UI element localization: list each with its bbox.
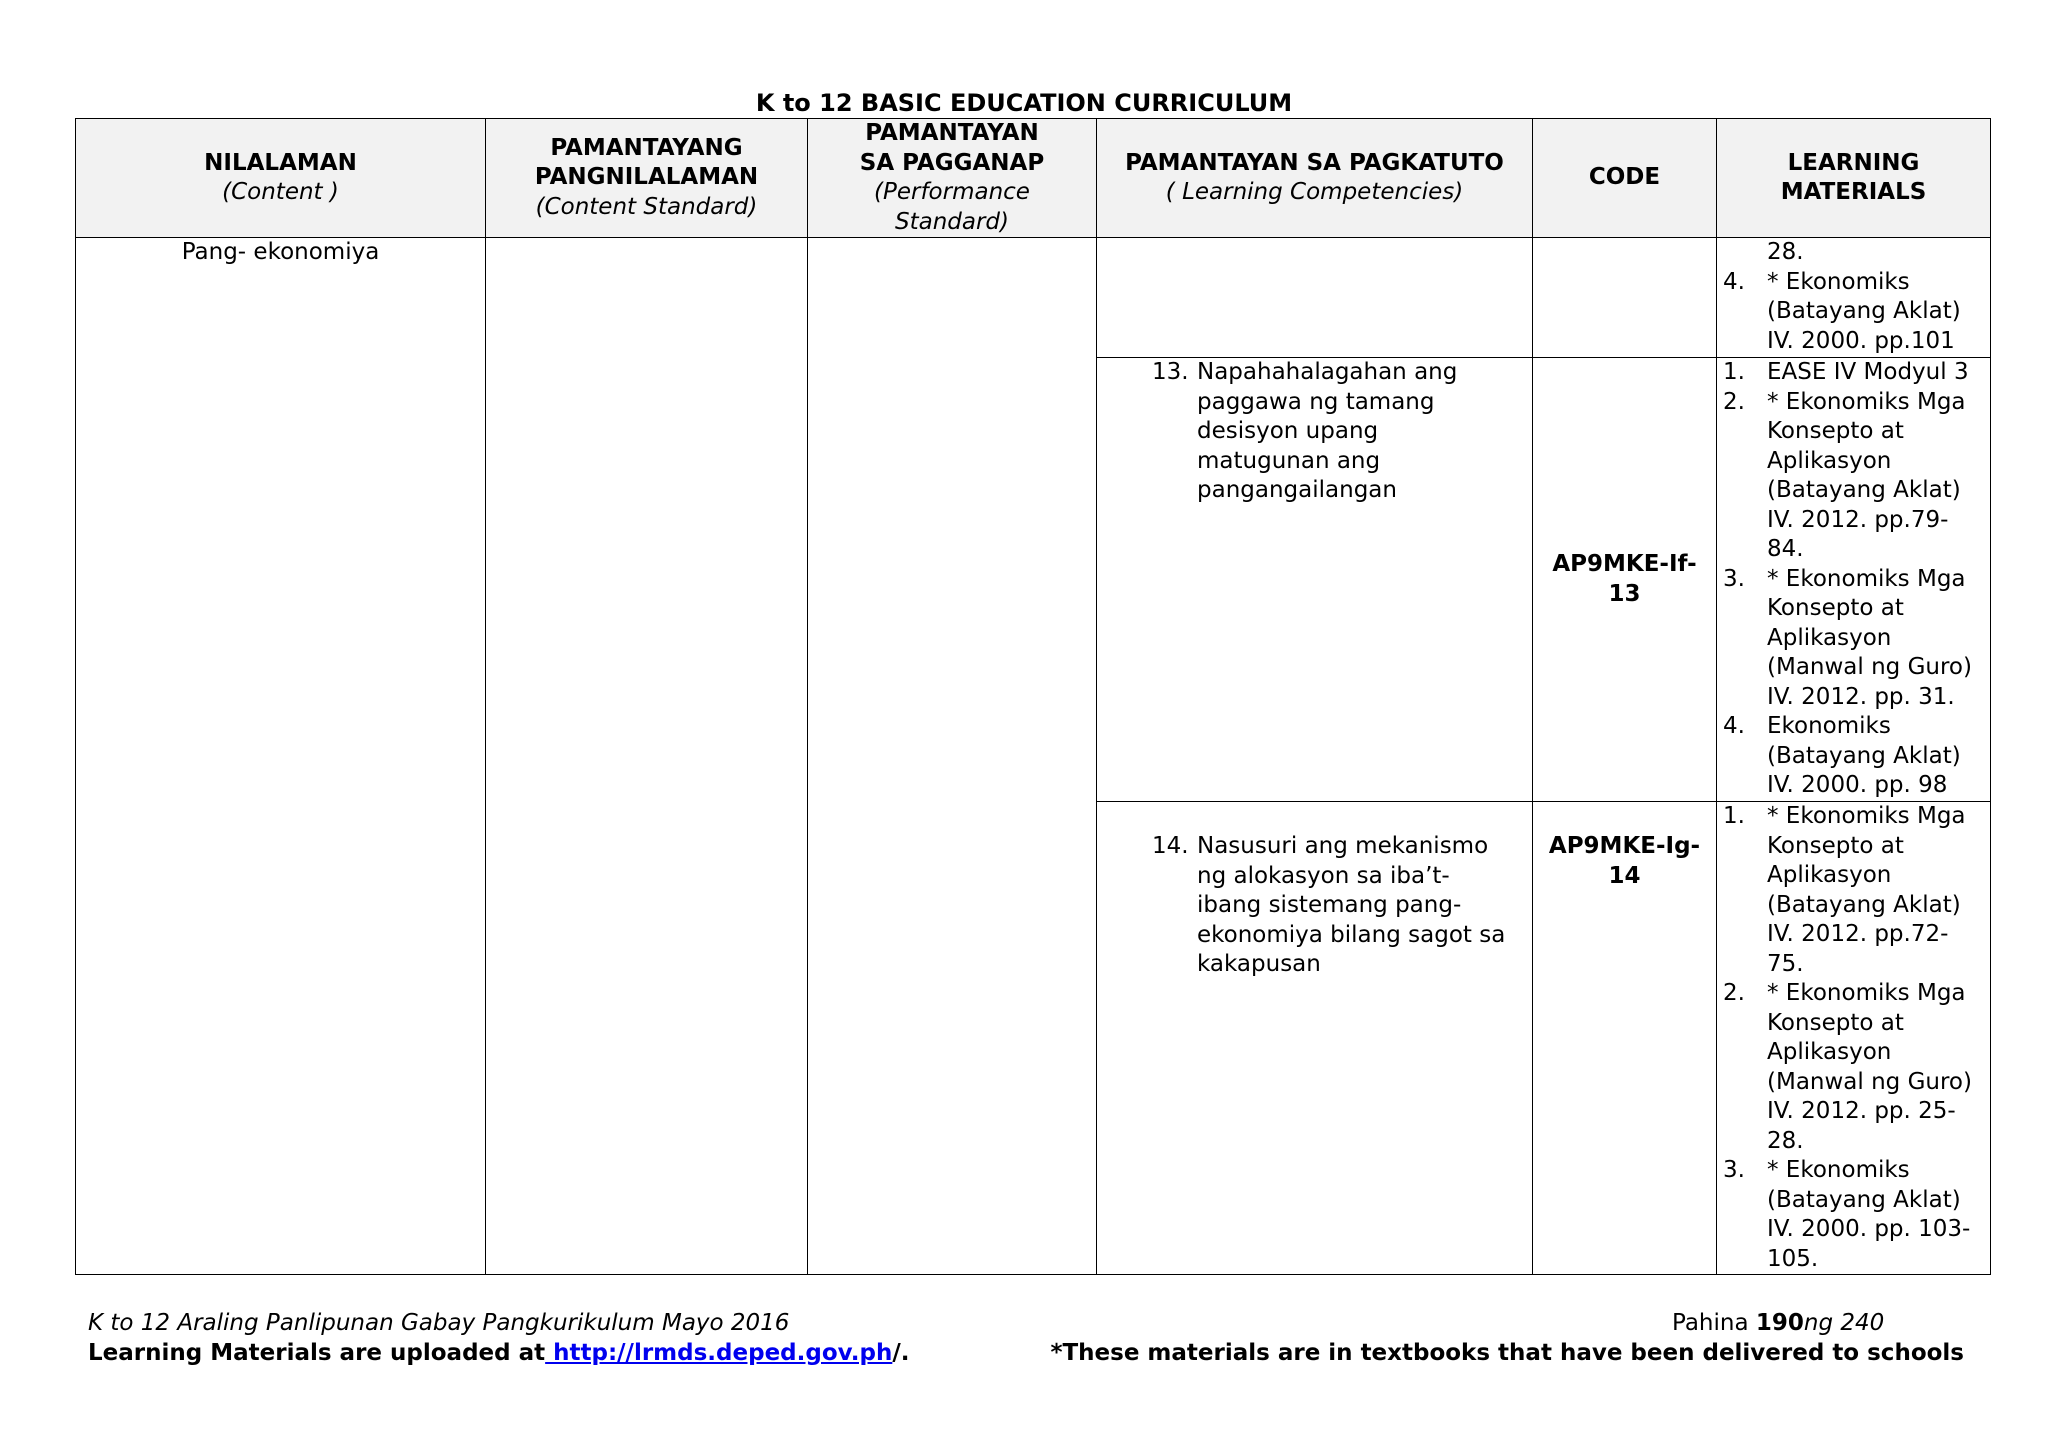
competency-text: Napahahalagahan ang paggawa ng tamang desisyon upang matugunan ang pangangailangan [1197, 359, 1458, 503]
content-standard-cell [486, 238, 808, 1275]
materials-cell [1717, 802, 1991, 1275]
competency-code: AP9MKE-Ig-14 [1548, 833, 1701, 889]
competency-cell [1097, 358, 1533, 802]
competency-number: 13. [1152, 359, 1189, 385]
competency-number: 14. [1152, 833, 1189, 859]
code-cell [1533, 358, 1717, 802]
list-text: * Ekonomiks Mga Konsepto at Aplikasyon (Batayang Aklat) IV. 2012. pp.79-84. [1767, 388, 1966, 562]
document-title: K to 12 BASIC EDUCATION CURRICULUM [755, 89, 1293, 117]
list-text: EASE IV Modyul 3 [1767, 359, 1969, 385]
list-item [1717, 358, 1990, 388]
header-title: NILALAMAN [204, 149, 357, 176]
header-learning-competencies [1097, 119, 1533, 238]
list-number: 1. [1723, 803, 1745, 829]
header-title: CODE [1588, 164, 1661, 191]
table-header-row [76, 119, 1991, 238]
header-subtitle: (Performance Standard) [874, 179, 1030, 235]
list-number: 3. [1723, 1157, 1745, 1183]
list-item [1717, 268, 1990, 357]
page-word: Pahina [1672, 1310, 1756, 1336]
header-learning-materials [1717, 119, 1991, 238]
list-number: 2. [1723, 980, 1745, 1006]
list-text: 28. [1767, 239, 1804, 265]
list-number: 3. [1723, 565, 1745, 592]
list-item [1717, 388, 1990, 565]
list-item [1717, 979, 1990, 1156]
materials-cell [1717, 358, 1991, 802]
curriculum-table [75, 118, 1991, 1275]
materials-list [1717, 358, 1990, 801]
list-number: 1. [1723, 359, 1745, 385]
page-number [1672, 1310, 1884, 1336]
header-subtitle: (Content Standard) [535, 193, 758, 220]
list-text: * Ekonomiks Mga Konsepto at Aplikasyon (Batayang Aklat) IV. 2012. pp.72-75. [1767, 803, 1966, 977]
footer-upload-suffix: /. [892, 1340, 910, 1366]
list-item [1717, 238, 1990, 268]
list-item [1717, 565, 1990, 713]
header-title: PAMANTAYAN SA PAGGANAP [859, 120, 1045, 176]
materials-list [1717, 238, 1990, 356]
header-content [76, 119, 486, 238]
list-number: 4. [1723, 268, 1745, 295]
list-text: Ekonomiks (Batayang Aklat) IV. 2000. pp. 98 [1767, 713, 1961, 798]
page-current: 190 [1755, 1310, 1804, 1336]
list-text: * Ekonomiks (Batayang Aklat) IV. 2000. pp. 103-105. [1767, 1157, 1971, 1272]
header-content-standard [486, 119, 808, 238]
header-title: PAMANTAYAN SA PAGKATUTO [1125, 149, 1504, 176]
competency-text: Nasusuri ang mekanismo ng alokasyon sa iba’t-ibang sistemang pang-ekonomiya bilang sagot sa kakapusan [1197, 833, 1506, 977]
competency-code: AP9MKE-If-13 [1552, 551, 1697, 607]
materials-list [1717, 802, 1990, 1274]
code-cell [1533, 238, 1717, 358]
header-performance-standard [808, 119, 1097, 238]
footer-guide-title: K to 12 Araling Panlipunan Gabay Pangkurikulum Mayo 2016 [88, 1310, 790, 1336]
header-title: LEARNING MATERIALS [1780, 149, 1927, 205]
competency-cell [1097, 802, 1533, 1275]
materials-cell [1717, 238, 1991, 358]
header-subtitle: (Content ) [222, 179, 339, 205]
footer-upload-prefix: Learning Materials are uploaded at [88, 1340, 546, 1366]
content-text: Pang- ekonomiya [181, 239, 380, 265]
list-text: * Ekonomiks Mga Konsepto at Aplikasyon (Manwal ng Guro) IV. 2012. pp. 25-28. [1767, 980, 1972, 1154]
lrmds-link[interactable]: http://lrmds.deped.gov.ph [545, 1340, 893, 1366]
code-cell [1533, 802, 1717, 1275]
header-title: PAMANTAYANG PANGNILALAMAN [534, 134, 759, 191]
list-item [1717, 712, 1990, 801]
competency-cell [1097, 238, 1533, 358]
performance-standard-cell [808, 238, 1097, 1275]
page-total: ng 240 [1803, 1310, 1885, 1336]
list-item [1717, 802, 1990, 979]
header-code [1533, 119, 1717, 238]
footer-upload-note [88, 1340, 909, 1366]
list-item [1717, 1156, 1990, 1274]
list-text: * Ekonomiks (Batayang Aklat) IV. 2000. pp.101 [1767, 268, 1961, 354]
footer-textbook-note: *These materials are in textbooks that have been delivered to schools [1050, 1340, 1964, 1366]
competency [1097, 358, 1532, 506]
list-text: * Ekonomiks Mga Konsepto at Aplikasyon (Manwal ng Guro) IV. 2012. pp. 31. [1767, 565, 1972, 710]
list-number: 4. [1723, 713, 1745, 739]
competency [1097, 802, 1532, 980]
header-subtitle: ( Learning Competencies) [1165, 179, 1464, 205]
content-cell [76, 238, 486, 1275]
list-number [1717, 238, 1767, 268]
table-row [76, 238, 1991, 358]
list-number: 2. [1723, 388, 1745, 415]
